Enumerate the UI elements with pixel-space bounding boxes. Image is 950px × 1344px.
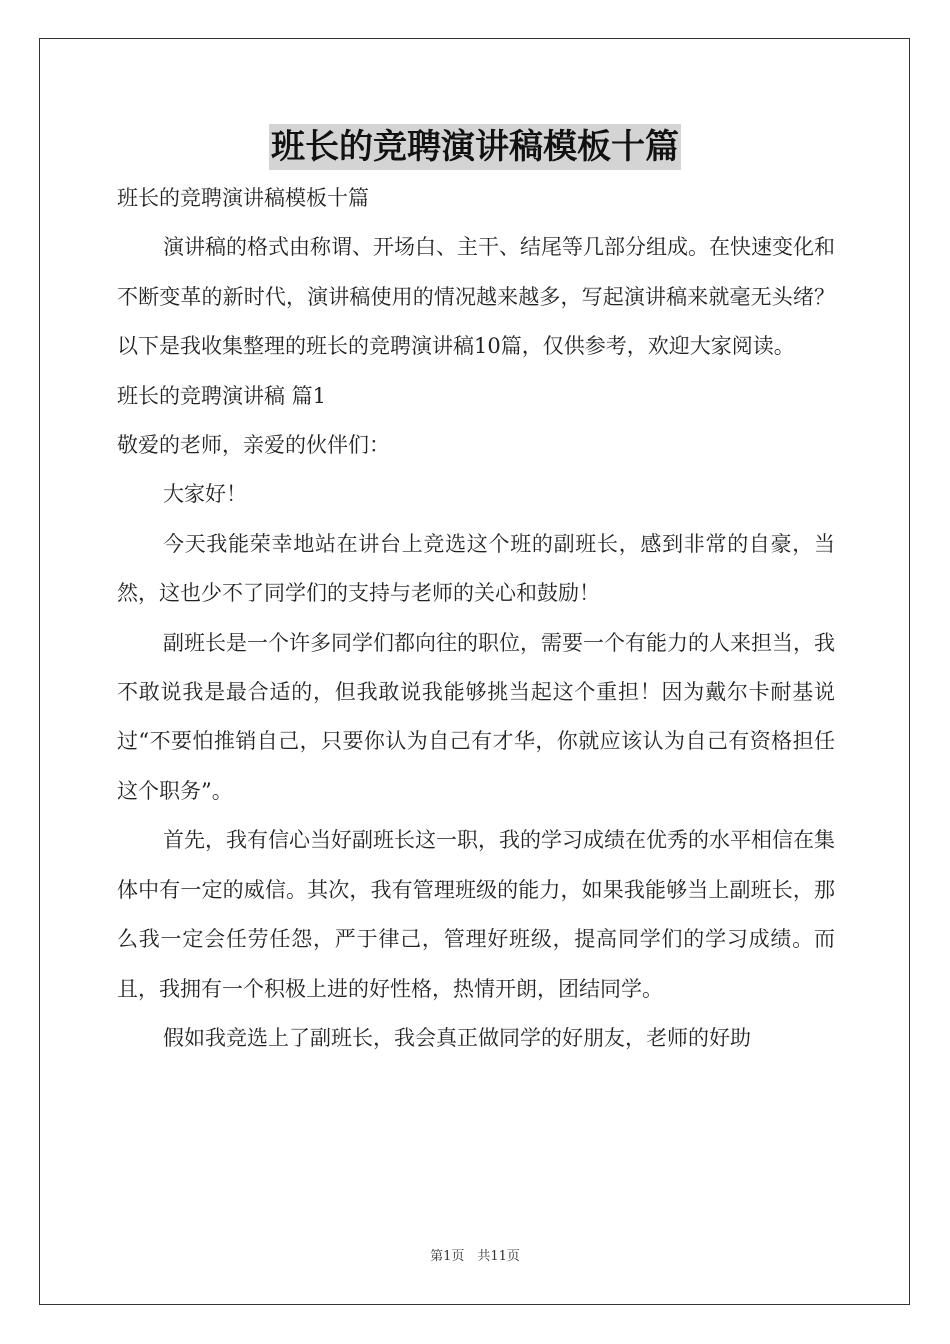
- paragraph: 演讲稿的格式由称谓、开场白、主干、结尾等几部分组成。在快速变化和不断变革的新时代，演讲稿使用的情况越来越多，写起演讲稿来就毫无头绪？以下是我收集整理的班长的竞聘演讲稿10篇，仅供参考，欢迎大家阅读。: [117, 235, 835, 359]
- paragraph: 大家好！: [163, 482, 247, 507]
- paragraph: 敬爱的老师，亲爱的伙伴们：: [117, 433, 390, 458]
- page-footer: 第1页 共11页: [430, 1249, 520, 1264]
- paragraph: 假如我竞选上了副班长，我会真正做同学的好朋友，老师的好助: [163, 1025, 751, 1050]
- paragraph: 班长的竞聘演讲稿模板十篇: [117, 186, 369, 210]
- document-title: 班长的竞聘演讲稿模板十篇: [269, 124, 681, 170]
- document-body: [117, 174, 835, 1063]
- paragraph: 今天我能荣幸地站在讲台上竞选这个班的副班长，感到非常的自豪，当然，这也少不了同学们的支持与老师的关心和鼓励！: [117, 531, 835, 606]
- paragraph: 副班长是一个许多同学们都向往的职位，需要一个有能力的人来担当，我不敢说我是最合适的，但我敢说我能够挑当起这个重担！因为戴尔卡耐基说过“不要怕推销自己，只要你认为自己有才华，你就应该认为自己有资格担任这个职务”。: [117, 630, 835, 803]
- paragraph: 班长的竞聘演讲稿 篇1: [117, 383, 327, 408]
- paragraph: 首先，我有信心当好副班长这一职，我的学习成绩在优秀的水平相信在集体中有一定的威信。其次，我有管理班级的能力，如果我能够当上副班长，那么我一定会任劳任怨，严于律己，管理好班级，提高同学们的学习成绩。而且，我拥有一个积极上进的好性格，热情开朗，团结同学。: [117, 828, 835, 1001]
- document-title-block: [0, 124, 950, 170]
